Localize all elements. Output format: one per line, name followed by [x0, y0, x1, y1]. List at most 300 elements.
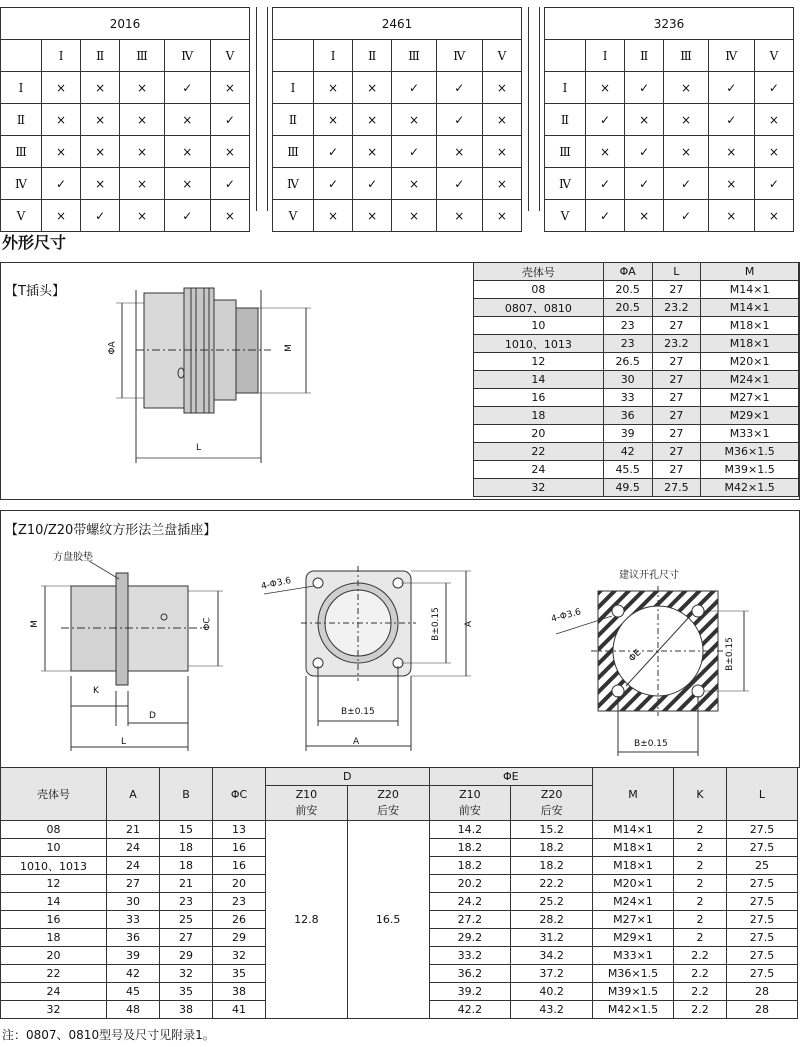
- compat-cell: ×: [392, 200, 437, 232]
- compat-cell: ×: [625, 200, 664, 232]
- z-socket-table: [0, 767, 798, 1019]
- z-cell-L: 27.5: [727, 911, 798, 929]
- t-plug-cell: M42×1.5: [701, 479, 799, 497]
- t-plug-cell: 0807、0810: [474, 299, 604, 317]
- compat-cell: ×: [353, 200, 392, 232]
- compat-cell: ×: [664, 72, 709, 104]
- t-plug-cell: 27: [652, 353, 701, 371]
- compat-code: 3236: [545, 8, 794, 40]
- z-cell-K: 2: [674, 821, 727, 839]
- cutout-B-label-h: B±0.15: [634, 739, 668, 749]
- compat-cell: ×: [708, 168, 754, 200]
- z-header-phiE: ΦE: [429, 768, 593, 786]
- z-cell-E20: 37.2: [511, 965, 593, 983]
- z-cell-E20: 43.2: [511, 1001, 593, 1019]
- z-header-A: A: [107, 768, 160, 821]
- compat-cell: ×: [210, 200, 249, 232]
- z-cell-E10: 36.2: [429, 965, 511, 983]
- z-header-B: B: [160, 768, 213, 821]
- t-plug-cell: 33: [603, 389, 652, 407]
- t-plug-cell: M18×1: [701, 317, 799, 335]
- compat-cell: ×: [664, 104, 709, 136]
- compat-col-header: Ⅳ: [708, 40, 754, 72]
- cutout-label: 建议开孔尺寸: [619, 570, 679, 581]
- z-cell-M: M20×1: [593, 875, 674, 893]
- compat-cell: ×: [164, 168, 210, 200]
- z-header-phiC: ΦC: [213, 768, 266, 821]
- t-plug-cell: 36: [603, 407, 652, 425]
- z-cell-E10: 42.2: [429, 1001, 511, 1019]
- block-separator: [528, 7, 540, 211]
- compat-cell: ×: [482, 168, 521, 200]
- cutout-B-label-v: B±0.15: [724, 637, 735, 671]
- z-cell-C: 41: [213, 1001, 266, 1019]
- compat-cell: ✓: [436, 72, 482, 104]
- compat-cell: ×: [210, 72, 249, 104]
- z-cell-E20: 34.2: [511, 947, 593, 965]
- z-cell-E20: 31.2: [511, 929, 593, 947]
- z-cell-L: 27.5: [727, 839, 798, 857]
- compat-row: [545, 200, 794, 232]
- compat-cell: ×: [436, 136, 482, 168]
- z-header-sub2: 前安: [458, 804, 481, 817]
- compat-cell: ✓: [210, 168, 249, 200]
- z-cell-E20: 18.2: [511, 839, 593, 857]
- t-plug-cell: 27: [652, 371, 701, 389]
- compat-row: [545, 72, 794, 104]
- compat-col-header: Ⅴ: [482, 40, 521, 72]
- t-plug-cell: M18×1: [701, 335, 799, 353]
- compat-cell: ✓: [754, 168, 793, 200]
- compat-cell: ×: [314, 200, 353, 232]
- compat-row-label: Ⅱ: [273, 104, 314, 136]
- z-cell-A: 36: [107, 929, 160, 947]
- compat-row: [273, 72, 522, 104]
- compat-cell: ×: [586, 136, 625, 168]
- compat-row: [1, 200, 250, 232]
- compat-cell: ✓: [164, 200, 210, 232]
- z-cell-E20: 25.2: [511, 893, 593, 911]
- compat-col-header: Ⅳ: [436, 40, 482, 72]
- t-plug-cell: 45.5: [603, 461, 652, 479]
- z-cell-C: 26: [213, 911, 266, 929]
- z-cell-B: 21: [160, 875, 213, 893]
- footnote: 注：0807、0810型号及尺寸见附录1。: [2, 1028, 215, 1042]
- compat-cell: ✓: [664, 200, 709, 232]
- z-cell-A: 42: [107, 965, 160, 983]
- table-row: [474, 281, 799, 299]
- t-plug-header: M: [701, 263, 799, 281]
- t-plug-section: [0, 262, 800, 500]
- z-M-label: M: [29, 620, 40, 628]
- z-cell-B: 25: [160, 911, 213, 929]
- compat-cell: ✓: [164, 72, 210, 104]
- z-header-sub: Z10: [459, 788, 481, 801]
- t-plug-cell: M24×1: [701, 371, 799, 389]
- z-header-shell: 壳体号: [1, 768, 107, 821]
- z-cell-shell: 24: [1, 983, 107, 1001]
- z-cell-C: 16: [213, 857, 266, 875]
- t-plug-cell: 20.5: [603, 299, 652, 317]
- L-label: L: [196, 443, 202, 453]
- compat-row-label: Ⅰ: [1, 72, 42, 104]
- z-cell-K: 2.2: [674, 1001, 727, 1019]
- compat-code: 2016: [1, 8, 250, 40]
- z-side-drawing: [31, 561, 231, 751]
- compat-cell: ✓: [392, 136, 437, 168]
- z-cell-A: 30: [107, 893, 160, 911]
- compat-cell: ×: [81, 72, 120, 104]
- z-cell-B: 18: [160, 857, 213, 875]
- z-cell-K: 2: [674, 857, 727, 875]
- compat-cell: ×: [754, 104, 793, 136]
- z-header-M: M: [593, 768, 674, 821]
- t-plug-table: [473, 262, 799, 497]
- z-A-label-v: A: [464, 620, 475, 628]
- compat-row: [1, 72, 250, 104]
- z-cell-M: M18×1: [593, 857, 674, 875]
- z-cell-E20: 28.2: [511, 911, 593, 929]
- z-cell-E20: 40.2: [511, 983, 593, 1001]
- z-header-sub2: 后安: [540, 804, 563, 817]
- t-plug-cell: 27: [652, 317, 701, 335]
- z-K-label: K: [93, 686, 99, 696]
- z-cell-L: 27.5: [727, 947, 798, 965]
- compat-row: [273, 104, 522, 136]
- compat-cell: ✓: [664, 168, 709, 200]
- compat-corner: [1, 40, 42, 72]
- z-header-L: L: [727, 768, 798, 821]
- z-cell-D-z10: 12.8: [266, 821, 348, 1019]
- table-row: [474, 371, 799, 389]
- compat-cell: ×: [353, 72, 392, 104]
- z-cell-A: 27: [107, 875, 160, 893]
- z-cell-E10: 18.2: [429, 839, 511, 857]
- compat-cell: ×: [314, 72, 353, 104]
- table-row: [474, 317, 799, 335]
- z-cell-M: M42×1.5: [593, 1001, 674, 1019]
- t-plug-cell: 08: [474, 281, 604, 299]
- compat-cell: ×: [120, 104, 165, 136]
- z-header-D: D: [266, 768, 430, 786]
- table-row: [474, 299, 799, 317]
- compat-cell: ✓: [392, 72, 437, 104]
- compat-col-header: Ⅱ: [81, 40, 120, 72]
- t-plug-header: 壳体号: [474, 263, 604, 281]
- z-cell-A: 21: [107, 821, 160, 839]
- z-cell-L: 27.5: [727, 965, 798, 983]
- compat-col-header: Ⅴ: [754, 40, 793, 72]
- z-cell-B: 27: [160, 929, 213, 947]
- z-cell-K: 2: [674, 911, 727, 929]
- z-cell-M: M18×1: [593, 839, 674, 857]
- z-cell-L: 27.5: [727, 893, 798, 911]
- compat-col-header: Ⅰ: [314, 40, 353, 72]
- compat-cell: ×: [625, 104, 664, 136]
- table-row: [474, 389, 799, 407]
- z-cell-shell: 20: [1, 947, 107, 965]
- compat-corner: [273, 40, 314, 72]
- t-plug-cell: M14×1: [701, 281, 799, 299]
- compat-cell: ×: [353, 104, 392, 136]
- t-plug-cell: 20.5: [603, 281, 652, 299]
- z-cell-shell: 14: [1, 893, 107, 911]
- z-cell-B: 32: [160, 965, 213, 983]
- compat-cell: ×: [81, 168, 120, 200]
- z-cutout-drawing: [546, 586, 796, 756]
- t-plug-cell: 27: [652, 389, 701, 407]
- t-plug-cell: 1010、1013: [474, 335, 604, 353]
- z-header-sub: Z20: [540, 788, 563, 801]
- z-cell-K: 2: [674, 875, 727, 893]
- t-plug-cell: 32: [474, 479, 604, 497]
- z-A-label-h: A: [353, 737, 360, 747]
- compat-row-label: Ⅰ: [545, 72, 586, 104]
- compat-cell: ×: [708, 200, 754, 232]
- t-plug-cell: M20×1: [701, 353, 799, 371]
- t-plug-cell: 27: [652, 407, 701, 425]
- z-cell-shell: 1010、1013: [1, 857, 107, 875]
- gasket-label: 方盘胶垫: [53, 552, 93, 563]
- compat-col-header: Ⅱ: [625, 40, 664, 72]
- compat-cell: ×: [392, 168, 437, 200]
- compat-col-header: Ⅱ: [353, 40, 392, 72]
- cutout-holes-label: 4-Φ3.6: [550, 607, 583, 625]
- t-plug-cell: 18: [474, 407, 604, 425]
- t-plug-cell: 14: [474, 371, 604, 389]
- t-plug-cell: 30: [603, 371, 652, 389]
- z-cell-shell: 08: [1, 821, 107, 839]
- t-plug-cell: M27×1: [701, 389, 799, 407]
- compat-cell: ✓: [314, 168, 353, 200]
- compat-row-label: Ⅳ: [545, 168, 586, 200]
- phiA-label: ΦA: [107, 341, 118, 355]
- z-cell-A: 24: [107, 839, 160, 857]
- compat-cell: ×: [42, 136, 81, 168]
- z-cell-B: 15: [160, 821, 213, 839]
- z-socket-section: [0, 510, 800, 768]
- z-cell-M: M33×1: [593, 947, 674, 965]
- z-cell-E20: 22.2: [511, 875, 593, 893]
- z-cell-L: 27.5: [727, 821, 798, 839]
- t-plug-cell: 42: [603, 443, 652, 461]
- compat-row-label: Ⅲ: [1, 136, 42, 168]
- compat-cell: ✓: [42, 168, 81, 200]
- compat-row-label: Ⅳ: [273, 168, 314, 200]
- z-cell-K: 2: [674, 839, 727, 857]
- compat-col-header: Ⅰ: [42, 40, 81, 72]
- t-plug-cell: 26.5: [603, 353, 652, 371]
- t-plug-cell: 20: [474, 425, 604, 443]
- compat-row-label: Ⅴ: [273, 200, 314, 232]
- z-cell-A: 33: [107, 911, 160, 929]
- compat-cell: ✓: [586, 104, 625, 136]
- z-cell-L: 27.5: [727, 875, 798, 893]
- z-cell-shell: 16: [1, 911, 107, 929]
- compat-row-label: Ⅱ: [1, 104, 42, 136]
- compat-cell: ✓: [625, 168, 664, 200]
- z-cell-M: M39×1.5: [593, 983, 674, 1001]
- compat-cell: ✓: [210, 104, 249, 136]
- z-cell-A: 24: [107, 857, 160, 875]
- compat-cell: ×: [120, 136, 165, 168]
- M-label: M: [283, 344, 294, 352]
- compat-cell: ×: [392, 104, 437, 136]
- compat-cell: ×: [482, 200, 521, 232]
- table-row: [474, 425, 799, 443]
- table-row: [474, 479, 799, 497]
- z-cell-M: M27×1: [593, 911, 674, 929]
- z-holes-label: 4-Φ3.6: [260, 575, 293, 593]
- z-cell-E10: 24.2: [429, 893, 511, 911]
- t-plug-cell: 27: [652, 443, 701, 461]
- compat-row: [545, 168, 794, 200]
- compat-area: [0, 7, 800, 223]
- compat-cell: ×: [42, 200, 81, 232]
- z-B-label-h: B±0.15: [341, 707, 375, 717]
- z-cell-E10: 18.2: [429, 857, 511, 875]
- compat-cell: ×: [754, 136, 793, 168]
- compat-cell: ✓: [314, 136, 353, 168]
- z-cell-C: 32: [213, 947, 266, 965]
- t-plug-cell: 39: [603, 425, 652, 443]
- compat-col-header: Ⅴ: [210, 40, 249, 72]
- z-phiC-label: ΦC: [202, 617, 213, 631]
- compat-row: [1, 104, 250, 136]
- z-cell-A: 48: [107, 1001, 160, 1019]
- table-row: [474, 443, 799, 461]
- table-row: [474, 335, 799, 353]
- t-plug-drawing: [96, 278, 336, 488]
- z-cell-E10: 14.2: [429, 821, 511, 839]
- compat-col-header: Ⅲ: [392, 40, 437, 72]
- t-plug-cell: 23: [603, 335, 652, 353]
- z-B-label-v: B±0.15: [430, 607, 441, 641]
- compat-cell: ×: [210, 136, 249, 168]
- compat-cell: ×: [482, 104, 521, 136]
- compat-cell: ✓: [81, 200, 120, 232]
- table-row: [1, 821, 798, 839]
- z-cell-B: 29: [160, 947, 213, 965]
- z-cell-E10: 20.2: [429, 875, 511, 893]
- t-plug-cell: 27: [652, 425, 701, 443]
- compat-cell: ×: [482, 136, 521, 168]
- z-cell-K: 2: [674, 929, 727, 947]
- z-cell-C: 16: [213, 839, 266, 857]
- table-row: [474, 353, 799, 371]
- z-header-sub: Z10: [295, 788, 318, 801]
- block-separator: [256, 7, 268, 211]
- compat-cell: ×: [164, 104, 210, 136]
- z-cell-L: 25: [727, 857, 798, 875]
- t-plug-cell: 12: [474, 353, 604, 371]
- t-plug-cell: M33×1: [701, 425, 799, 443]
- z-cell-B: 35: [160, 983, 213, 1001]
- z-cell-E10: 39.2: [429, 983, 511, 1001]
- z-cell-C: 23: [213, 893, 266, 911]
- compat-cell: ×: [120, 200, 165, 232]
- z-cell-M: M36×1.5: [593, 965, 674, 983]
- z-header-sub: Z20: [377, 788, 399, 801]
- t-plug-cell: M29×1: [701, 407, 799, 425]
- compat-cell: ✓: [353, 168, 392, 200]
- z-cell-shell: 18: [1, 929, 107, 947]
- z-cell-A: 45: [107, 983, 160, 1001]
- compat-row-label: Ⅱ: [545, 104, 586, 136]
- t-plug-cell: 27: [652, 461, 701, 479]
- compat-row: [545, 136, 794, 168]
- t-plug-cell: 49.5: [603, 479, 652, 497]
- z-cell-C: 38: [213, 983, 266, 1001]
- t-plug-cell: 24: [474, 461, 604, 479]
- compat-cell: ×: [81, 104, 120, 136]
- compat-cell: ✓: [708, 72, 754, 104]
- compat-col-header: Ⅲ: [664, 40, 709, 72]
- compat-row-label: Ⅴ: [545, 200, 586, 232]
- compat-row-label: Ⅲ: [273, 136, 314, 168]
- compat-cell: ✓: [708, 104, 754, 136]
- z-cell-M: M14×1: [593, 821, 674, 839]
- compat-cell: ×: [436, 200, 482, 232]
- compat-cell: ✓: [754, 72, 793, 104]
- z-cell-K: 2: [674, 893, 727, 911]
- compat-cell: ×: [482, 72, 521, 104]
- z-cell-M: M24×1: [593, 893, 674, 911]
- compat-cell: ×: [120, 168, 165, 200]
- t-plug-cell: 23.2: [652, 299, 701, 317]
- t-plug-cell: 23: [603, 317, 652, 335]
- z-D-label: D: [149, 711, 156, 721]
- z-cell-D-z20: 16.5: [347, 821, 429, 1019]
- table-row: [474, 407, 799, 425]
- compat-cell: ×: [586, 72, 625, 104]
- compat-cell: ✓: [436, 168, 482, 200]
- compat-code: 2461: [273, 8, 522, 40]
- compat-cell: ✓: [586, 200, 625, 232]
- t-plug-header: L: [652, 263, 701, 281]
- compat-cell: ×: [708, 136, 754, 168]
- compat-row: [273, 136, 522, 168]
- compat-table-3236: [544, 7, 794, 232]
- compat-table-2461: [272, 7, 522, 232]
- z-socket-label: 【Z10/Z20带螺纹方形法兰盘插座】: [5, 523, 217, 538]
- compat-cell: ✓: [586, 168, 625, 200]
- t-plug-cell: M39×1.5: [701, 461, 799, 479]
- compat-cell: ×: [164, 136, 210, 168]
- t-plug-cell: 22: [474, 443, 604, 461]
- z-header-sub2: 后安: [377, 804, 400, 817]
- t-plug-cell: 27: [652, 281, 701, 299]
- compat-cell: ✓: [436, 104, 482, 136]
- compat-cell: ×: [120, 72, 165, 104]
- section-title: 外形尺寸: [2, 233, 67, 252]
- table-row: [474, 461, 799, 479]
- z-cell-E10: 27.2: [429, 911, 511, 929]
- z-cell-L: 27.5: [727, 929, 798, 947]
- compat-cell: ×: [314, 104, 353, 136]
- t-plug-cell: M14×1: [701, 299, 799, 317]
- compat-col-header: Ⅳ: [164, 40, 210, 72]
- compat-col-header: Ⅰ: [586, 40, 625, 72]
- compat-cell: ×: [42, 104, 81, 136]
- compat-row-label: Ⅳ: [1, 168, 42, 200]
- t-plug-cell: M36×1.5: [701, 443, 799, 461]
- z-cell-E10: 33.2: [429, 947, 511, 965]
- compat-cell: ×: [81, 136, 120, 168]
- t-plug-cell: 27.5: [652, 479, 701, 497]
- z-header-K: K: [674, 768, 727, 821]
- compat-cell: ✓: [625, 136, 664, 168]
